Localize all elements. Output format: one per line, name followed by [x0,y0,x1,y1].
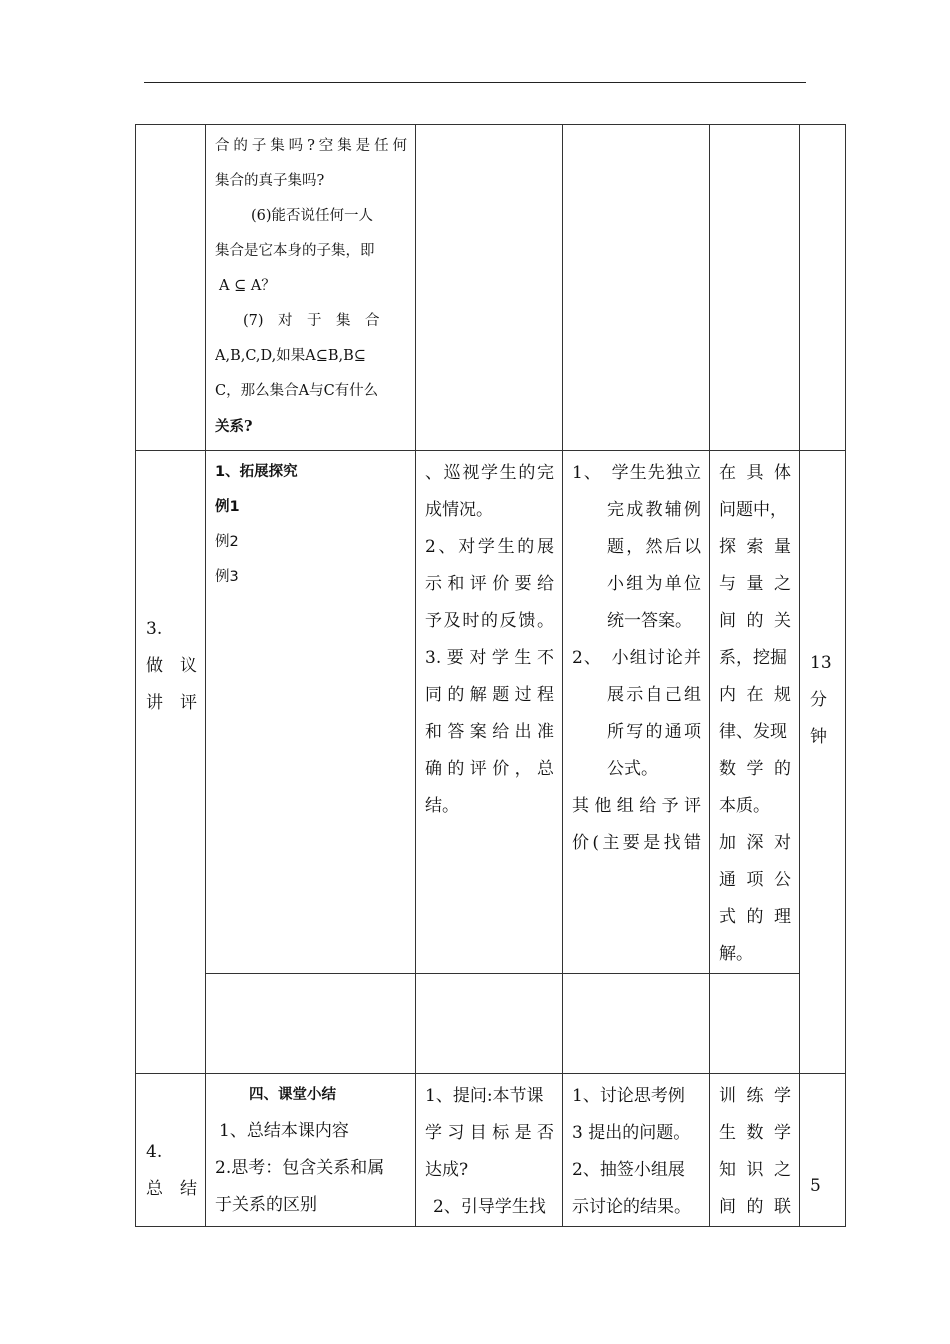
teacher-line: 予及时的反馈。 [425,611,554,631]
content-line: A,B,C,D,如果A⊆B,B⊆ [215,348,366,364]
teacher-line: 结。 [425,796,459,816]
student-line: 其他组给予评 [572,796,701,816]
stage-number: 3. [146,619,163,639]
teacher-line: 和答案给出准 [425,722,554,742]
stage-cell-summary [136,1074,206,1227]
empty-cell [416,974,563,1074]
stage-cell-empty [136,125,206,451]
lesson-plan-table [135,124,846,1227]
stage-label: 做 议 [146,656,197,676]
content-cell [206,1074,416,1227]
student-cell-empty [563,125,710,451]
intent-line: 在 具 体 [719,463,791,483]
student-line: 所写的通项 [607,722,701,742]
teacher-line: 成情况。 [425,500,493,520]
student-line: 2、抽签小组展 [572,1160,685,1180]
teacher-line: 学习目标是否 [425,1123,554,1143]
example-item: 例2 [215,534,239,550]
teacher-line: 2、对学生的展 [425,537,554,557]
empty-cell [206,974,416,1074]
student-line: 示讨论的结果。 [572,1197,691,1217]
content-line: 2.思考：包含关系和属 [215,1158,385,1178]
intent-line: 间 的 联 [719,1197,791,1217]
section-heading: 四、课堂小结 [249,1087,336,1103]
teacher-line: 、巡视学生的完 [425,463,554,483]
intent-line: 问题中， [719,500,787,520]
content-line: C，那么集合A与C有什么 [215,383,379,399]
teacher-line: 2、引导学生找 [433,1197,546,1217]
example-item: 例3 [215,569,239,585]
table-row-summary [136,1074,846,1227]
intent-line: 数 学 的 [719,759,791,779]
time-unit: 钟 [810,727,827,747]
time-value: 13 [810,653,832,673]
table-row-continuation [136,125,846,451]
student-line: 统一答案。 [607,611,692,631]
teacher-line: 3.要对学生不 [425,648,554,668]
time-cell [800,451,846,1074]
table-row-practice [136,451,846,974]
student-line: 展示自己组 [607,685,701,705]
intent-line: 知 识 之 [719,1160,791,1180]
intent-line: 律、发现 [719,722,787,742]
time-cell [800,1074,846,1227]
teacher-line: 确的评价，总 [425,759,554,779]
intent-line: 内 在 规 [719,685,791,705]
stage-cell-practice [136,451,206,1074]
student-line: 价(主要是找错 [572,833,701,853]
content-line: (6)能否说任何一人 [251,208,374,224]
header-rule [144,82,806,83]
time-value: 5 [810,1176,821,1196]
student-line: 2、 小组讨论并 [572,648,701,668]
example-item: 例1 [215,499,240,515]
intent-line: 训 练 学 [719,1086,791,1106]
student-line: 1、讨论思考例 [572,1086,685,1106]
content-line: 合的子集吗?空集是任何 [215,138,407,154]
student-line: 公式。 [607,759,658,779]
intent-line: 系，挖掘 [719,648,787,668]
student-line: 3 提出的问题。 [572,1123,691,1143]
teacher-line: 示和评价要给 [425,574,554,594]
content-line: 于关系的区别 [215,1195,317,1215]
teacher-cell-empty [416,125,563,451]
design-intent-cell [710,451,800,974]
time-unit: 分 [810,690,827,710]
design-intent-cell [710,1074,800,1227]
intent-line: 本质。 [719,796,770,816]
student-line: 小组为单位 [607,574,701,594]
intent-line: 解。 [719,944,753,964]
content-line: 集合的真子集吗? [215,173,325,189]
student-line: 1、 学生先独立 [572,463,701,483]
teacher-activity-cell [416,1074,563,1227]
content-cell [206,125,416,451]
time-cell-empty [800,125,846,451]
intent-line: 加 深 对 [719,833,791,853]
content-line: (7) 对 于 集 合 [243,313,380,329]
content-line: 1、总结本课内容 [219,1121,349,1141]
content-line: 关系? [215,418,253,435]
teacher-line: 同的解题过程 [425,685,554,705]
teacher-line: 1、提问:本节课 [425,1086,544,1106]
content-line: 集合是它本身的子集，即 [215,243,375,259]
teacher-line: 达成? [425,1160,469,1180]
intent-line: 生 数 学 [719,1123,791,1143]
intent-line: 式 的 理 [719,907,791,927]
stage-label: 总 结 [146,1179,197,1199]
math-subset-line: A ⊆ A？ [219,278,276,294]
content-cell [206,451,416,974]
intent-line: 通 项 公 [719,870,791,890]
table-row-empty [136,974,846,1074]
intent-cell-empty [710,125,800,451]
empty-cell [563,974,710,1074]
student-activity-cell [563,451,710,974]
empty-cell [710,974,800,1074]
student-line: 完成教辅例 [607,500,701,520]
intent-line: 间 的 关 [719,611,791,631]
intent-line: 探 索 量 [719,537,791,557]
section-heading: 1、拓展探究 [215,464,298,480]
stage-number: 4. [146,1142,163,1162]
intent-line: 与 量 之 [719,574,791,594]
student-activity-cell [563,1074,710,1227]
teacher-activity-cell [416,451,563,974]
student-line: 题，然后以 [607,537,701,557]
stage-label: 讲 评 [146,693,197,713]
